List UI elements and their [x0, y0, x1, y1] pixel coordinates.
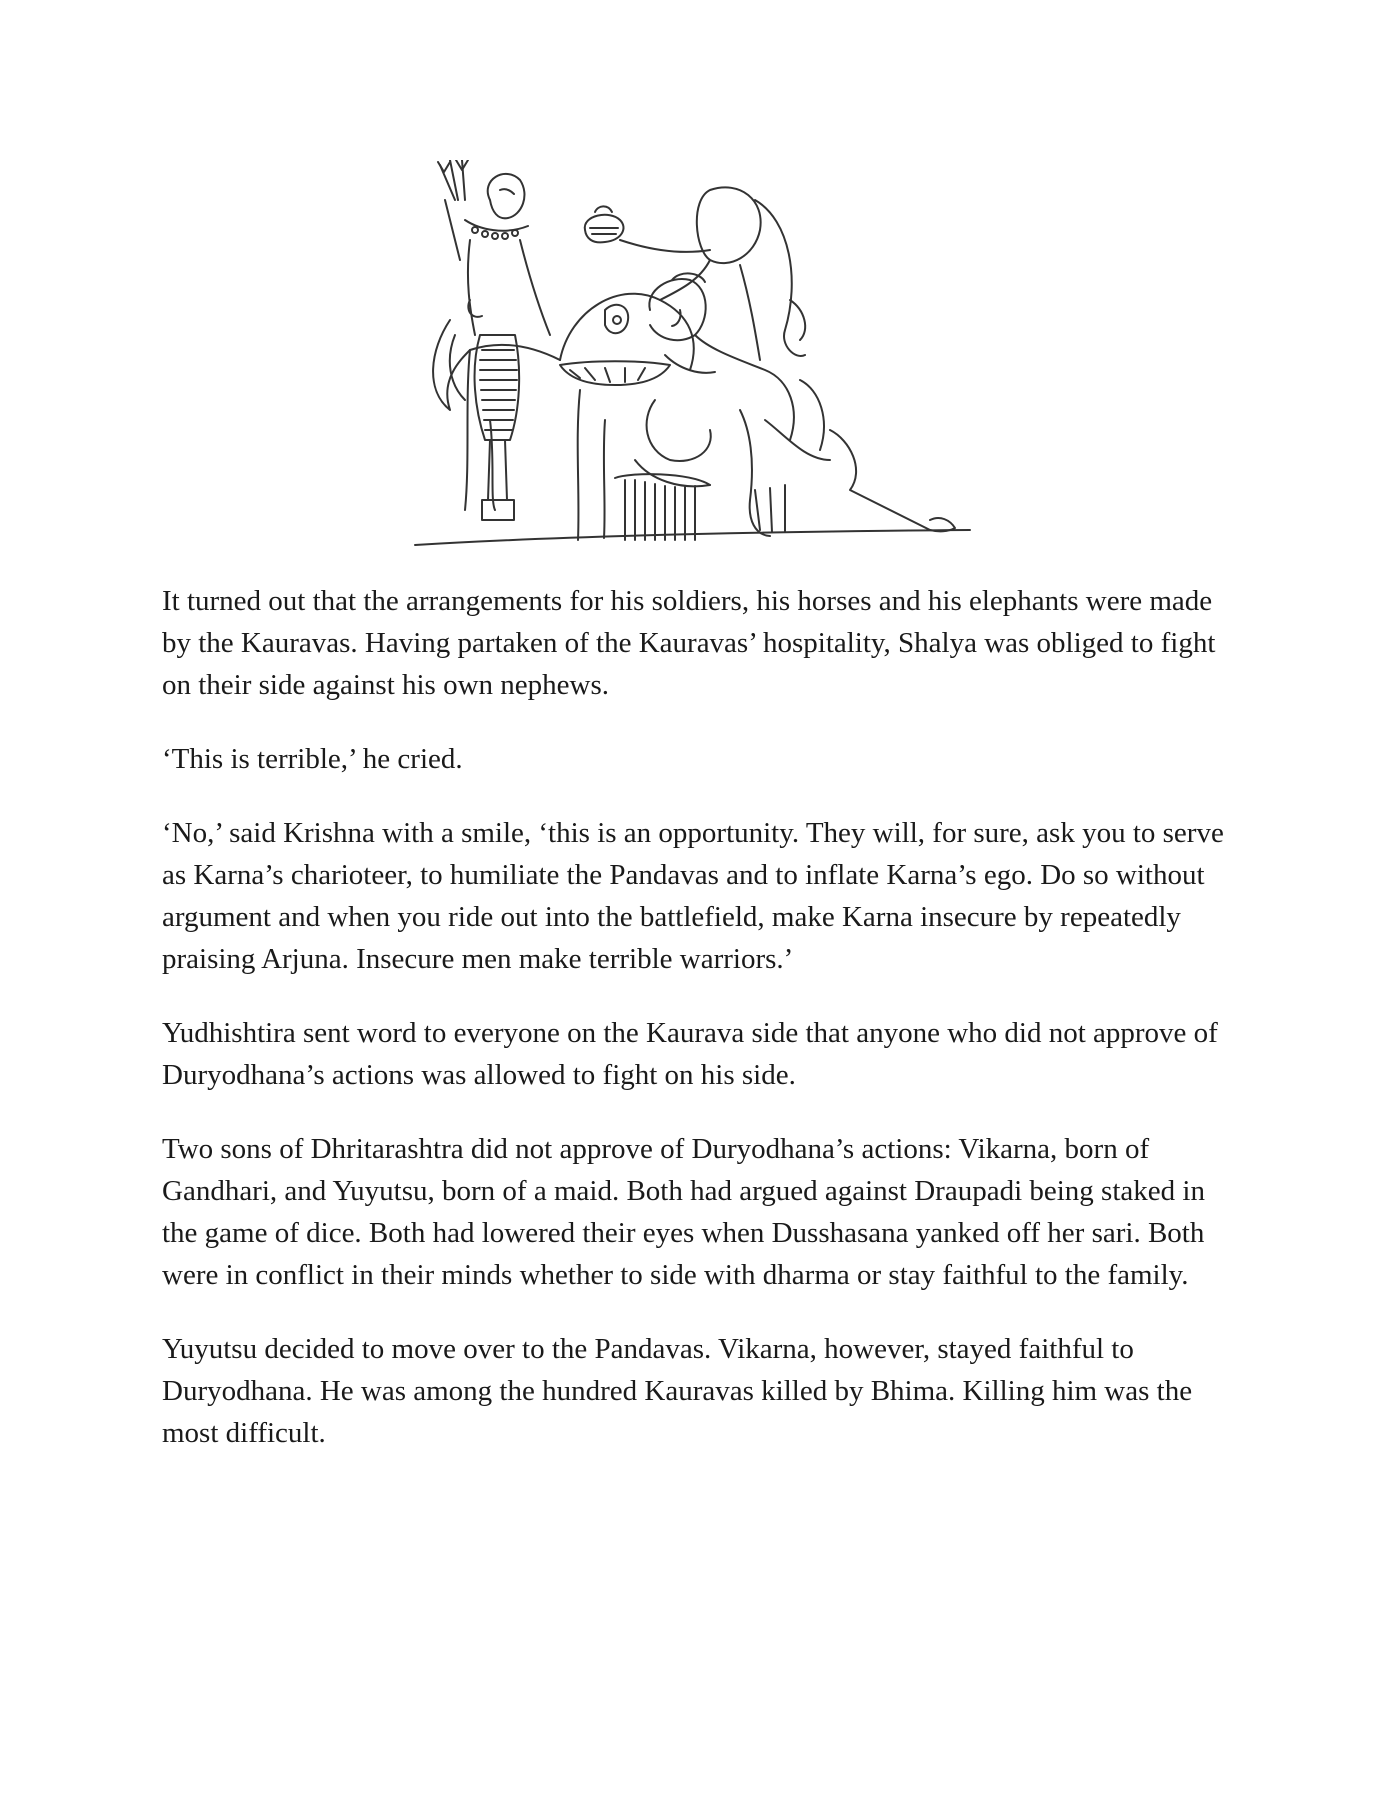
- paragraph: Yuyutsu decided to move over to the Pandavas. Vikarna, however, stayed faithful to Duryodhana. He was among the hundred Kauravas killed by Bhima. Killing him was the most difficult.: [162, 1333, 1193, 1449]
- page-text: [162, 580, 1242, 1486]
- paragraph: It turned out that the arrangements for his soldiers, his horses and his elephants were made by the Kauravas. Having partaken of the Kauravas’ hospitality, Shalya was obliged to fight on their side against his own nephews.: [162, 585, 1216, 701]
- paragraph: ‘No,’ said Krishna with a smile, ‘this is an opportunity. They will, for sure, ask you to serve as Karna’s charioteer, to humiliate the Pandavas and to inflate Karna’s ego. Do so without argument and when you ride out into the battlefield, make Karna insecure by repeatedly praising Arjuna. Insecure men make terrible warriors.’: [162, 817, 1224, 975]
- paragraph: Two sons of Dhritarashtra did not approve of Duryodhana’s actions: Vikarna, born of Gandhari, and Yuyutsu, born of a maid. Both had argued against Draupadi being staked in the game of dice. Both had lowered their eyes when Dusshasana yanked off her sari. Both were in conflict in their minds whether to side with dharma or stay faithful to the family.: [162, 1133, 1205, 1291]
- mahabharata-line-drawing-icon: [410, 160, 980, 550]
- paragraph: ‘This is terrible,’ he cried.: [162, 743, 463, 775]
- paragraph: Yudhishtira sent word to everyone on the Kaurava side that anyone who did not approve of Duryodhana’s actions was allowed to fight on his side.: [162, 1017, 1218, 1091]
